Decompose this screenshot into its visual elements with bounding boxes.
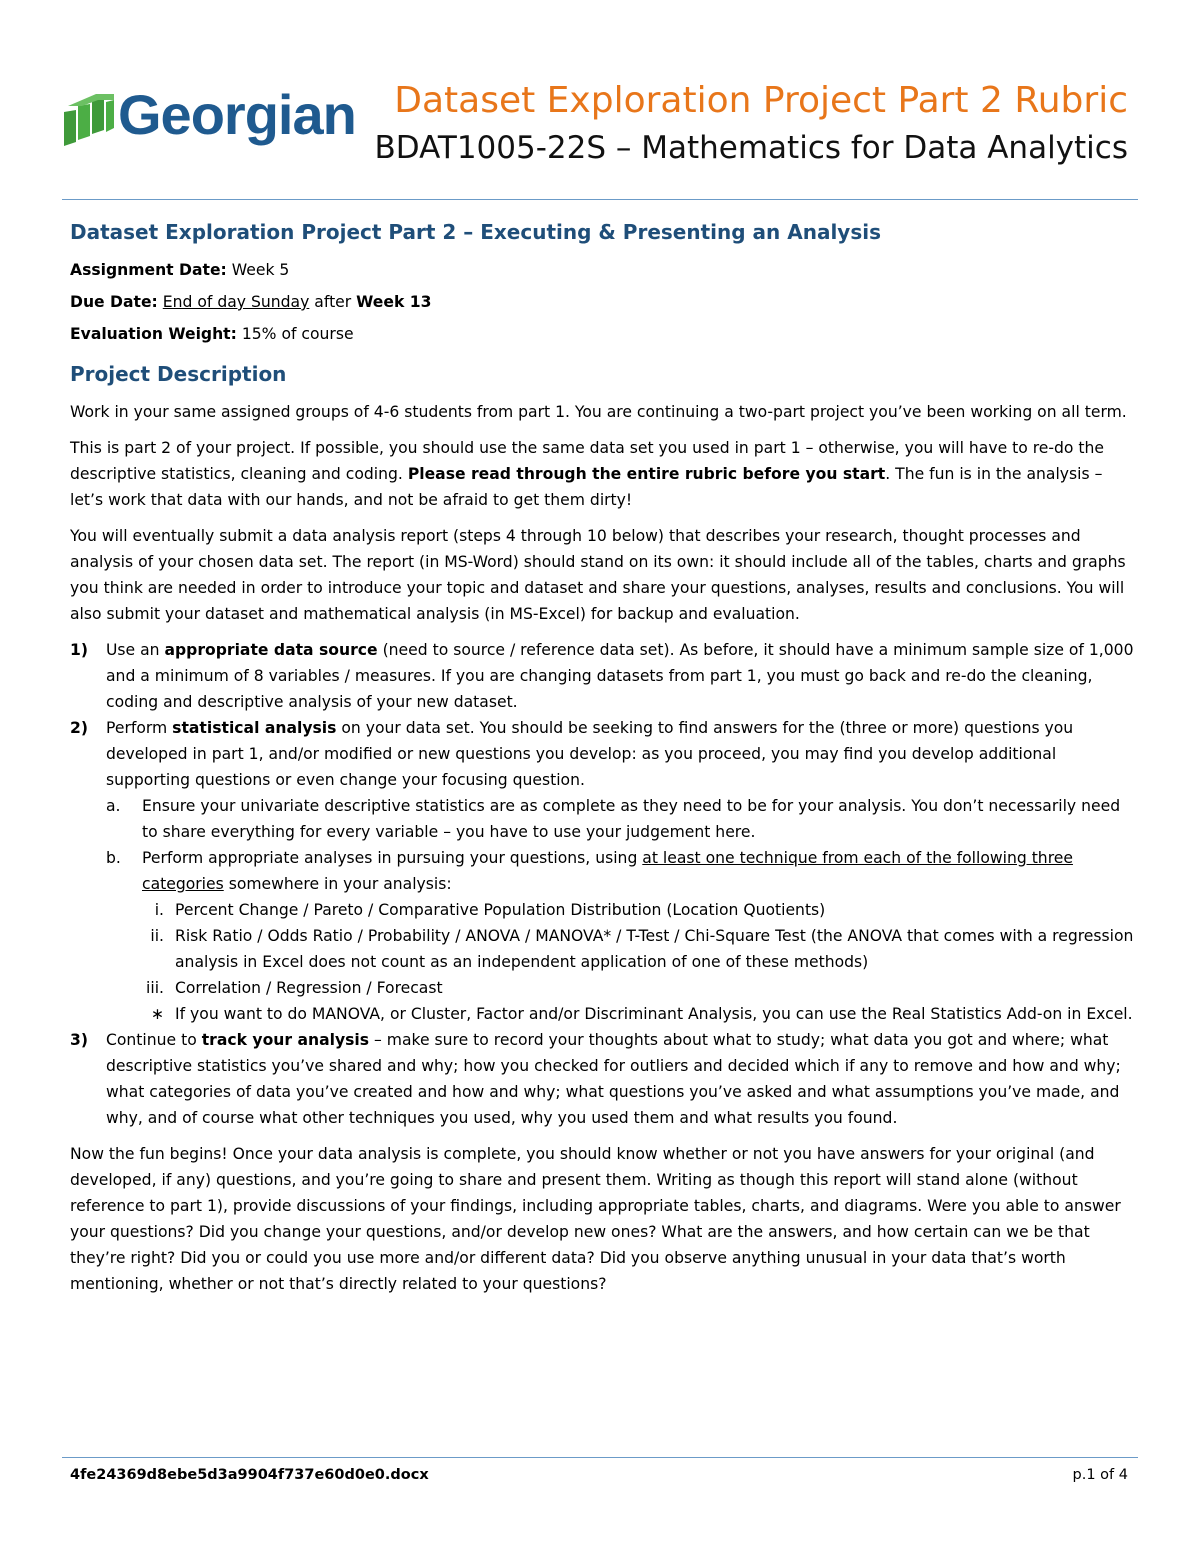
roman-number: ii.	[150, 927, 164, 945]
technique-text: Risk Ratio / Odds Ratio / Probability / ANOVA / MANOVA* / T-Test / Chi-Square Test (the ANOVA that comes with a regression analysis in Excel does not count as an independent application of one of these methods)	[175, 927, 1134, 971]
due-date-value: End of day Sunday	[162, 293, 310, 311]
step-2	[70, 715, 1140, 1027]
assignment-date	[70, 257, 1140, 283]
technique-text: If you want to do MANOVA, or Cluster, Factor and/or Discriminant Analysis, you can use the Real Statistics Add-on in Excel.	[175, 1005, 1133, 1023]
footer-filename: 4fe24369d8ebe5d3a9904f737e60d0e0.docx	[70, 1467, 429, 1483]
step-2a	[106, 793, 1140, 845]
paragraph-part2	[70, 435, 1140, 513]
roman-number: i.	[154, 901, 164, 919]
paragraph-fun-begins: Now the fun begins! Once your data analysis is complete, you should know whether or not you have answers for your original (and developed, if any) questions, and you’re going to share and present them. Writing as though this report will stand alone (without reference to part 1), provide discussions of your findings, including appropriate tables, charts, and diagrams. Were you able to answer your questions? Did you change your questions, and/or develop new ones? What are the answers, and how certain can we be that they’re right? Did you or could you use more and/or different data? Did you observe anything unusual in your data that’s worth mentioning, whether or not that’s directly related to your questions?	[70, 1145, 1121, 1293]
step-2b	[106, 845, 1140, 1027]
evaluation-weight-value: 15% of course	[236, 325, 354, 343]
project-description-heading: Project Description	[70, 362, 287, 386]
document-body	[70, 217, 1140, 1307]
technique-item	[142, 1001, 1140, 1027]
step-bold: track your analysis	[201, 1031, 370, 1049]
step-text: Use an	[106, 641, 165, 659]
technique-item	[142, 897, 1140, 923]
due-date-after: after	[309, 293, 357, 311]
course-subtitle: BDAT1005-22S – Mathematics for Data Analytics	[374, 130, 1128, 166]
asterisk-bullet: ∗	[150, 1005, 164, 1023]
roman-number: iii.	[146, 979, 164, 997]
step-3	[70, 1027, 1140, 1131]
evaluation-weight-label: Evaluation Weight:	[70, 325, 237, 343]
due-date-label: Due Date:	[70, 293, 158, 311]
technique-item	[142, 923, 1140, 975]
sub-text: somewhere in your analysis:	[223, 875, 452, 893]
assignment-date-value: Week 5	[226, 261, 290, 279]
technique-item	[142, 975, 1140, 1001]
footer-divider	[62, 1457, 1138, 1458]
georgian-logo-mark-icon	[62, 90, 118, 150]
paragraph-part2-bold: Please read through the entire rubric before you start	[407, 465, 886, 483]
evaluation-weight	[70, 321, 1140, 347]
main-heading: Dataset Exploration Project Part 2 – Executing & Presenting an Analysis	[70, 220, 881, 244]
step-1	[70, 637, 1140, 715]
step-text: Perform	[106, 719, 173, 737]
document-title: Dataset Exploration Project Part 2 Rubric	[394, 80, 1128, 121]
paragraph-report: You will eventually submit a data analysis report (steps 4 through 10 below) that describes your research, thought processes and analysis of your chosen data set. The report (in MS-Word) should stand on its own: it should include all of the tables, charts and graphs you think are needed in order to introduce your topic and dataset and share your questions, analyses, results and conclusions. You will also submit your dataset and mathematical analysis (in MS-Excel) for backup and evaluation.	[70, 527, 1126, 623]
assignment-date-label: Assignment Date:	[70, 261, 227, 279]
step-bold: appropriate data source	[164, 641, 378, 659]
sub-text: Perform appropriate analyses in pursuing your questions, using	[142, 849, 643, 867]
step-2-sublist	[106, 793, 1140, 1027]
technique-categories	[142, 897, 1140, 1027]
footer-page-number: p.1 of 4	[1072, 1467, 1128, 1483]
paragraph-part2-text-b: . The fun is in the analysis – let’s work that data with our hands, and not be afraid to get them dirty!	[70, 465, 1103, 509]
logo-wordmark: Georgian	[118, 83, 356, 146]
sub-underline: at least one technique from each of the following three categories	[142, 849, 1073, 893]
header-divider	[62, 199, 1138, 200]
paragraph-part2-text-a: This is part 2 of your project. If possible, you should use the same data set you used in part 1 – otherwise, you will have to re-do the descriptive statistics, cleaning and coding.	[70, 439, 1105, 483]
step-text: – make sure to record your thoughts about what to study; what data you got and where; what descriptive statistics you’ve shared and why; how you checked for outliers and decided which if any to remove and how and why; what categories of data you’ve created and how and why; what questions you’ve asked and what assumptions you’ve made, and why, and of course what other techniques you used, why you used them and what results you found.	[106, 1031, 1121, 1127]
sub-text: Ensure your univariate descriptive statistics are as complete as they need to be for your analysis. You don’t necessarily need to share everything for every variable – you have to use your judgement here.	[142, 797, 1121, 841]
step-text: Continue to	[106, 1031, 202, 1049]
sub-number: b.	[106, 849, 121, 867]
technique-text: Correlation / Regression / Forecast	[175, 979, 443, 997]
step-bold: statistical analysis	[172, 719, 337, 737]
due-date-week: Week 13	[356, 293, 432, 311]
step-text: (need to source / reference data set). As before, it should have a minimum sample size of 1,000 and a minimum of 8 variables / measures. If you are changing datasets from part 1, you must go back and re-do the cleaning, coding and descriptive analysis of your new dataset.	[106, 641, 1134, 711]
steps-list	[70, 637, 1140, 1131]
step-text: on your data set. You should be seeking to find answers for the (three or more) questions you developed in part 1, and/or modified or new questions you develop: as you proceed, you may find you develop additional supporting questions or even change your focusing question.	[106, 719, 1074, 789]
sub-number: a.	[106, 797, 121, 815]
step-number: 3)	[70, 1031, 88, 1049]
technique-text: Percent Change / Pareto / Comparative Population Distribution (Location Quotients)	[175, 901, 826, 919]
due-date	[70, 289, 1140, 315]
georgian-logo	[62, 83, 362, 160]
step-number: 2)	[70, 719, 88, 737]
step-number: 1)	[70, 641, 88, 659]
paragraph-groups: Work in your same assigned groups of 4-6 students from part 1. You are continuing a two-part project you’ve been working on all term.	[70, 403, 1127, 421]
